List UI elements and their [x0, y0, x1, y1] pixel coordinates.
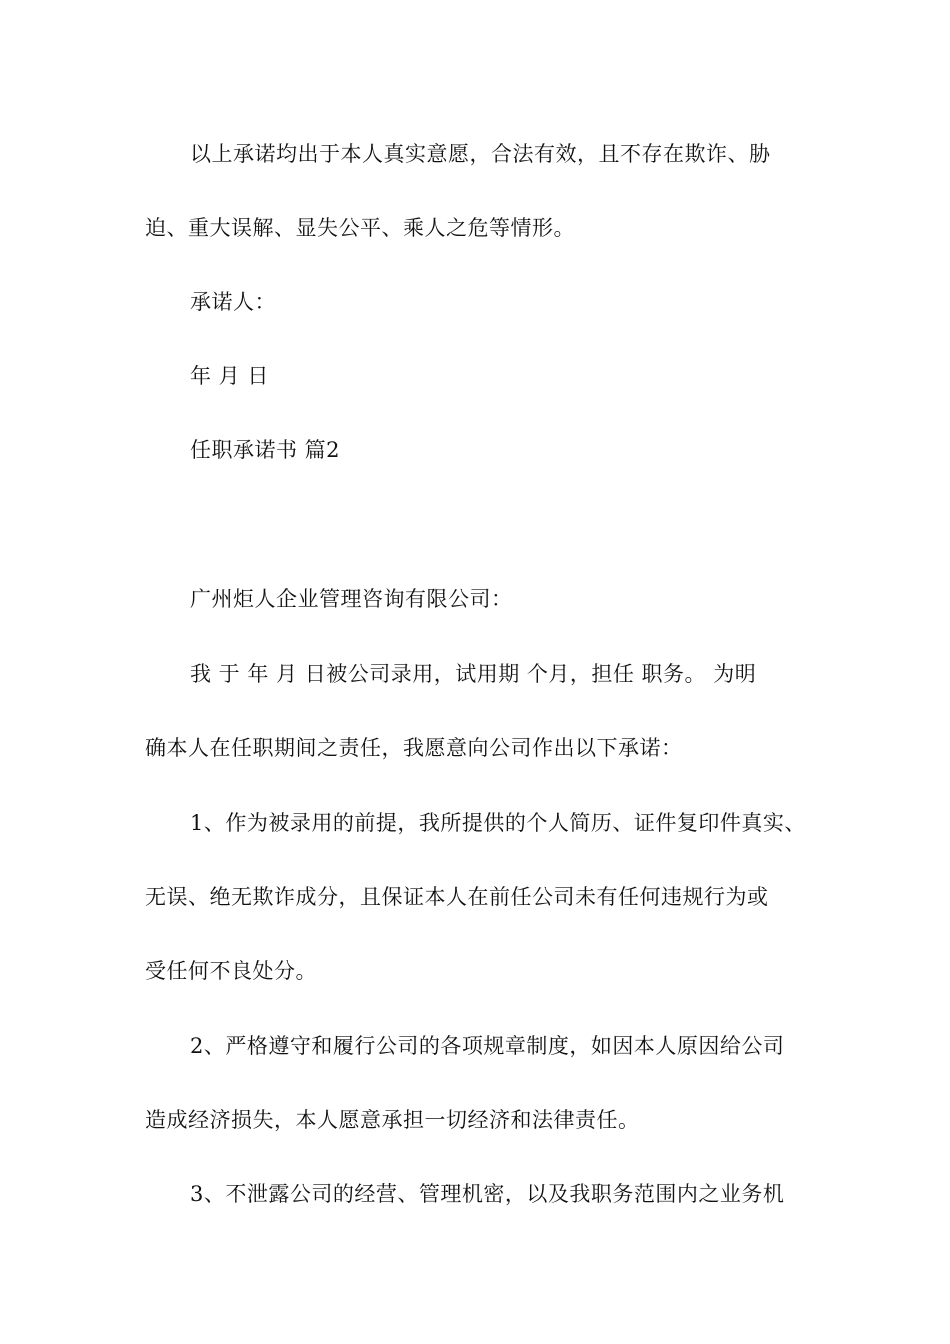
paragraph-line: 以上承诺均出于本人真实意愿，合法有效，且不存在欺诈、胁: [190, 142, 771, 166]
paragraph-line: 3、不泄露公司的经营、管理机密，以及我职务范围内之业务机: [190, 1182, 785, 1206]
paragraph-line: 迫、重大误解、显失公平、乘人之危等情形。: [145, 216, 575, 240]
date-placeholder: 年 月 日: [190, 364, 269, 388]
paragraph-line: 1、作为被录用的前提，我所提供的个人简历、证件复印件真实、: [190, 811, 806, 835]
paragraph-line: 我 于 年 月 日被公司录用，试用期 个月，担任 职务。 为明: [190, 662, 757, 686]
signatory-label: 承诺人：: [190, 290, 276, 314]
paragraph-line: 2、严格遵守和履行公司的各项规章制度，如因本人原因给公司: [190, 1034, 785, 1058]
section-title: 任职承诺书 篇2: [190, 438, 341, 462]
paragraph-line: 确本人在任职期间之责任，我愿意向公司作出以下承诺：: [145, 736, 683, 760]
addressee: 广州炬人企业管理咨询有限公司：: [190, 587, 513, 611]
paragraph-line: 无误、绝无欺诈成分，且保证本人在前任公司未有任何违规行为或: [145, 885, 769, 909]
paragraph-line: 造成经济损失，本人愿意承担一切经济和法律责任。: [145, 1108, 640, 1132]
paragraph-line: 受任何不良处分。: [145, 959, 317, 983]
